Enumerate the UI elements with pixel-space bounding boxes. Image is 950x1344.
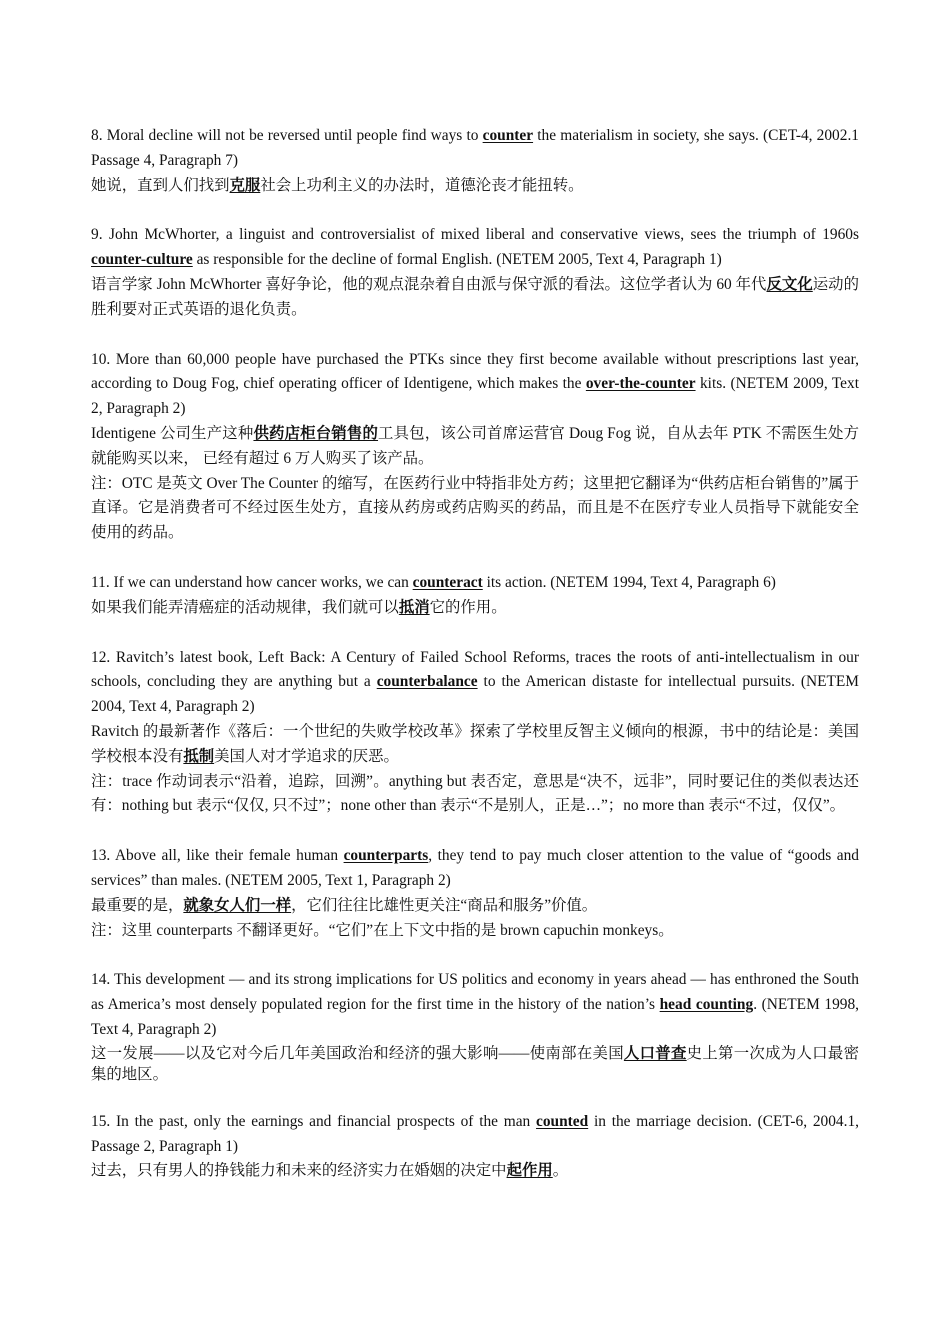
chinese-translation: Ravitch 的最新著作《落后：一个世纪的失败学校改革》探索了学校里反智主义倾向的根源，书中的结论是：美国学校根本没有抵制美国人对才学追求的厌恶。 — [91, 722, 859, 765]
chinese-translation: 过去，只有男人的挣钱能力和未来的经济实力在婚姻的决定中起作用。 — [91, 1162, 569, 1180]
english-sentence: 14. This development — and its strong implications for US politics and economy in years ahead — has enthroned the South as America’s most densely populated region for the first time in the history of the nation’s head counting. (NETEM 1998, Text 4, Paragraph 2) — [91, 971, 860, 1038]
keyword: head counting — [659, 996, 754, 1014]
example-entry-15 — [91, 1110, 859, 1184]
chinese-translation: 这一发展——以及它对今后几年美国政治和经济的强大影响——使南部在美国人口普查史上第一次成为人口最密集的地区。 — [91, 1044, 859, 1083]
translation-note: 注：trace 作动词表示“沿着，追踪，回溯”。anything but 表否定，意思是“决不，远非”，同时要记住的类似表达还有：nothing but 表示“仅仅, 只不过”；none other than 表示“不是别人，正是…”；no more than 表示“不过，仅仅”。 — [91, 772, 859, 815]
translation-note: 注：这里 counterparts 不翻译更好。“它们”在上下文中指的是 brown capuchin monkeys。 — [91, 921, 674, 939]
chinese-translation: 如果我们能弄清癌症的活动规律，我们就可以抵消它的作用。 — [91, 598, 507, 616]
example-entry-9 — [91, 223, 859, 322]
english-sentence: 10. More than 60,000 people have purchased the PTKs since they first become available without prescriptions last year, according to Doug Fog, chief operating officer of Identigene, which makes the over-the-counter kits. (NETEM 2009, Text 2, Paragraph 2) — [91, 350, 859, 418]
example-entry-14 — [91, 968, 859, 1084]
keyword: counted — [536, 1112, 589, 1130]
keyword-translation: 反文化 — [766, 275, 813, 293]
example-entry-8 — [91, 124, 859, 198]
english-sentence: 12. Ravitch’s latest book, Left Back: A Century of Failed School Reforms, traces the roots of anti-intellectualism in our schools, concluding they are anything but a counterbalance to the American distaste for intellectual pursuits. (NETEM 2004, Text 4, Paragraph 2) — [91, 648, 859, 716]
keyword: counter — [482, 127, 534, 144]
english-sentence: 9. John McWhorter, a linguist and controversialist of mixed liberal and conservative views, sees the triumph of 1960s counter-culture as responsible for the decline of formal English. (NETEM 2005, Text 4, Paragraph 1) — [91, 226, 859, 269]
english-sentence: 15. In the past, only the earnings and financial prospects of the man counted in the marriage decision. (CET-6, 2004.1, Passage 2, Paragraph 1) — [91, 1112, 859, 1155]
document-body — [91, 124, 859, 1209]
keyword: counterbalance — [376, 673, 478, 691]
english-sentence: 11. If we can understand how cancer works, we can counteract its action. (NETEM 1994, Text 4, Paragraph 6) — [91, 573, 776, 591]
chinese-translation: 她说，直到人们找到克服社会上功利主义的办法时，道德沦丧才能扭转。 — [91, 176, 584, 194]
keyword-translation: 供药店柜台销售的 — [253, 424, 379, 442]
example-entry-10 — [91, 348, 859, 546]
english-sentence: 13. Above all, like their female human counterparts, they tend to pay much closer attention to the value of “goods and services” than males. (NETEM 2005, Text 1, Paragraph 2) — [91, 847, 859, 889]
english-sentence: 8. Moral decline will not be reversed until people find ways to counter the materialism in society, she says. (CET-4, 2002.1 Passage 4, Paragraph 7) — [91, 127, 859, 169]
keyword-translation: 起作用 — [506, 1162, 553, 1180]
keyword-translation: 人口普查 — [623, 1044, 687, 1062]
keyword: counter-culture — [91, 251, 193, 269]
keyword: counteract — [412, 573, 483, 591]
keyword: over-the-counter — [585, 375, 696, 393]
keyword: counterparts — [343, 847, 429, 865]
keyword-translation: 克服 — [229, 176, 261, 194]
keyword-translation: 就象女人们一样 — [183, 896, 292, 914]
example-entry-12 — [91, 646, 859, 820]
translation-note: 注：OTC 是英文 Over The Counter 的缩写，在医药行业中特指非处方药；这里把它翻译为“供药店柜台销售的”属于直译。它是消费者可不经过医生处方，直接从药房或药店购买的药品，而且是不在医疗专业人员指导下就能安全使用的药品。 — [91, 474, 859, 542]
chinese-translation: 最重要的是，就象女人们一样，它们往往比雄性更关注“商品和服务”价值。 — [91, 896, 598, 914]
chinese-translation: Identigene 公司生产这种供药店柜台销售的工具包，该公司首席运营官 Doug Fog 说，自从去年 PTK 不需医生处方就能购买以来， 已经有超过 6 万人购买了该产品。 — [91, 424, 859, 467]
chinese-translation: 语言学家 John McWhorter 喜好争论，他的观点混杂着自由派与保守派的看法。这位学者认为 60 年代反文化运动的胜利要对正式英语的退化负责。 — [91, 275, 859, 318]
example-entry-11 — [91, 571, 859, 621]
keyword-translation: 抵制 — [183, 747, 215, 765]
example-entry-13 — [91, 844, 859, 943]
keyword-translation: 抵消 — [398, 598, 430, 616]
